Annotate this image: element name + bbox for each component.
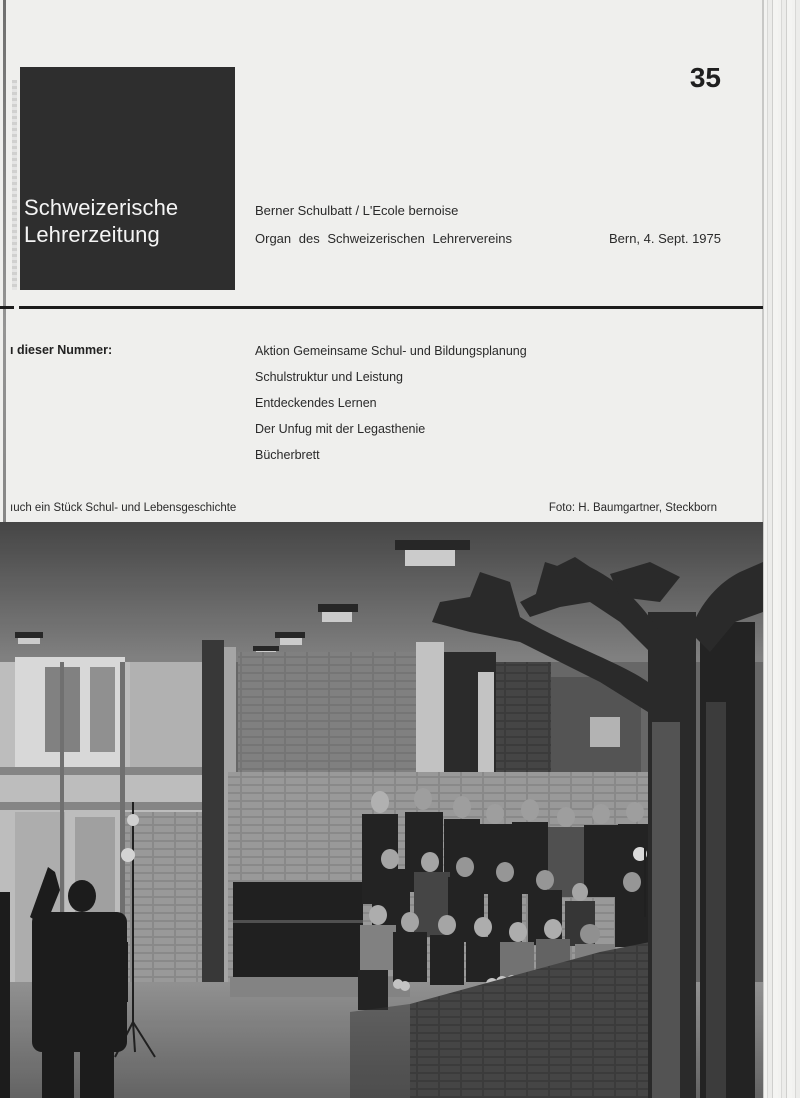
divider-gap	[14, 305, 19, 310]
contents-heading: ı dieser Nummer:	[10, 343, 113, 357]
cover-photo	[0, 522, 763, 1098]
publication-subtitle: Berner Schulbatt / L'Ecole bernoise	[255, 203, 459, 218]
masthead-title-line1: Schweizerische	[24, 195, 179, 220]
photo-credit: Foto: H. Baumgartner, Steckborn	[548, 502, 717, 514]
contents-item: Bücherbrett	[255, 448, 320, 462]
contents-list	[255, 343, 527, 473]
photo-caption: ıuch ein Stück Schul- und Lebensgeschichte	[10, 502, 237, 514]
issue-number: 35	[689, 62, 721, 93]
contents-item: Der Unfug mit der Legasthenie	[255, 422, 426, 436]
header-divider	[0, 306, 763, 309]
masthead-title	[24, 194, 239, 248]
masthead-block	[20, 67, 235, 290]
scan-binding-shadow	[12, 80, 17, 290]
contents-item: Schulstruktur und Leistung	[255, 370, 404, 384]
masthead-title-line2: Lehrerzeitung	[24, 222, 160, 247]
contents-item: Aktion Gemeinsame Schul- und Bildungsplanung	[255, 344, 527, 358]
issue-date: Bern, 4. Sept. 1975	[608, 231, 721, 246]
page-stack-edge	[764, 0, 800, 1098]
publication-organ: Organ des Schweizerischen Lehrervereins	[255, 231, 512, 246]
contents-item: Entdeckendes Lernen	[255, 396, 377, 410]
